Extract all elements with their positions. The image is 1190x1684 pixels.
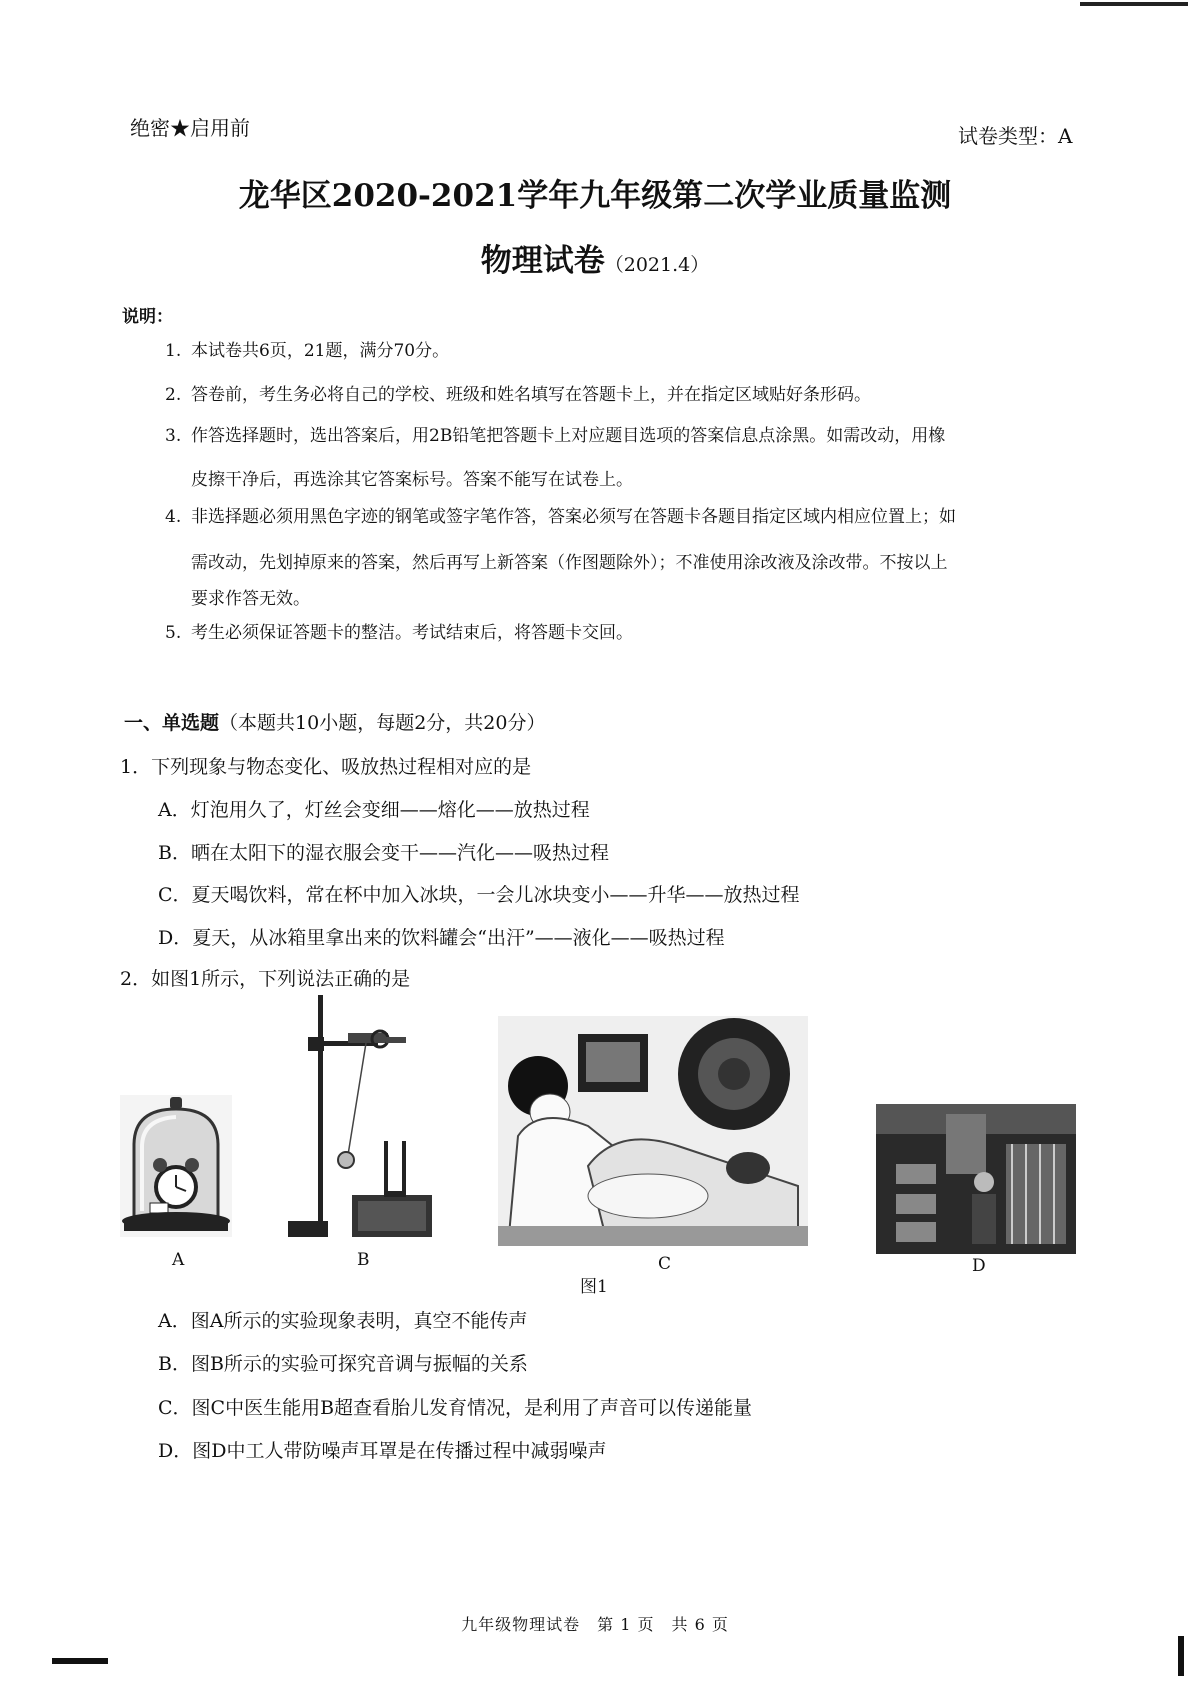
section-title: 一、单选题	[124, 712, 220, 734]
question-2-option-b: B．图B所示的实验可探究音调与振幅的关系	[158, 1353, 528, 1375]
question-2-option-d: D．图D中工人带防噪声耳罩是在传播过程中减弱噪声	[158, 1440, 607, 1462]
instruction-text-cont: 需改动，先划掉原来的答案，然后再写上新答案（作图题除外）；不准使用涂改液及涂改带。不按以上	[191, 553, 948, 573]
question-2-option-a: A．图A所示的实验现象表明，真空不能传声	[158, 1310, 528, 1332]
question-2-option-c: C．图C中医生能用B超查看胎儿发育情况，是利用了声音可以传递能量	[158, 1397, 753, 1419]
instruction-item	[165, 509, 956, 526]
figure-b-tuning-fork-image	[288, 995, 438, 1245]
figure-c-label: C	[658, 1254, 672, 1274]
scan-artifact-top	[1080, 2, 1188, 6]
figure-b-label: B	[357, 1250, 370, 1270]
figure-a-label: A	[172, 1250, 185, 1270]
page-footer: 九年级物理试卷 第 1 页 共 6 页	[461, 1615, 729, 1634]
instruction-text: 本试卷共6页，21题，满分70分。	[191, 341, 450, 361]
question-1-stem: 1．下列现象与物态变化、吸放热过程相对应的是	[120, 756, 532, 778]
figure-d-label: D	[972, 1256, 986, 1276]
instruction-number: 2.	[165, 385, 182, 405]
exam-date: （2021.4）	[604, 254, 710, 276]
instruction-text: 作答选择题时，选出答案后，用2B铅笔把答题卡上对应题目选项的答案信息点涂黑。如需改动，用橡	[191, 426, 946, 446]
question-1-option-d: D．夏天，从冰箱里拿出来的饮料罐会“出汗”——液化——吸热过程	[158, 927, 725, 949]
instruction-text-cont: 要求作答无效。	[191, 589, 310, 609]
question-2-stem: 2．如图1所示，下列说法正确的是	[120, 968, 411, 990]
instruction-number: 3.	[165, 426, 182, 446]
instruction-text: 非选择题必须用黑色字迹的钢笔或签字笔作答，答案必须写在答题卡各题目指定区域内相应位置上；如	[191, 507, 956, 527]
confidential-mark: 绝密★启用前	[130, 116, 250, 140]
instruction-number: 1.	[165, 341, 182, 361]
figure-d-factory-image	[876, 1104, 1076, 1254]
instruction-text: 考生必须保证答题卡的整洁。考试结束后，将答题卡交回。	[191, 623, 633, 643]
exam-subtitle	[0, 235, 1190, 280]
instruction-item	[165, 625, 633, 642]
figure-1-caption: 图1	[580, 1277, 608, 1297]
figure-c-ultrasound-image	[498, 1016, 808, 1246]
instruction-number: 5.	[165, 623, 182, 643]
instruction-item	[165, 387, 871, 404]
instruction-text: 答卷前，考生务必将自己的学校、班级和姓名填写在答题卡上，并在指定区域贴好条形码。	[191, 385, 871, 405]
scan-artifact-bottom-right	[1178, 1636, 1184, 1676]
instruction-text-cont: 皮擦干净后，再选涂其它答案标号。答案不能写在试卷上。	[191, 470, 633, 490]
subject-title: 物理试卷	[480, 243, 605, 279]
section-heading	[124, 708, 545, 735]
exam-title: 龙华区2020-2021学年九年级第二次学业质量监测	[238, 178, 952, 214]
scan-artifact-bottom-left	[52, 1658, 108, 1664]
paper-type: 试卷类型：A	[958, 124, 1073, 148]
question-1-option-c: C．夏天喝饮料，常在杯中加入冰块，一会儿冰块变小——升华——放热过程	[158, 884, 800, 906]
instruction-item	[165, 428, 945, 445]
section-note: （本题共10小题，每题2分，共20分）	[219, 712, 546, 734]
instructions-label: 说明：	[122, 307, 173, 327]
instruction-item	[165, 343, 449, 360]
figure-a-bell-jar-image	[120, 1095, 232, 1237]
question-1-option-a: A．灯泡用久了，灯丝会变细——熔化——放热过程	[158, 799, 590, 821]
question-1-option-b: B．晒在太阳下的湿衣服会变干——汽化——吸热过程	[158, 842, 609, 864]
instruction-number: 4.	[165, 507, 182, 527]
